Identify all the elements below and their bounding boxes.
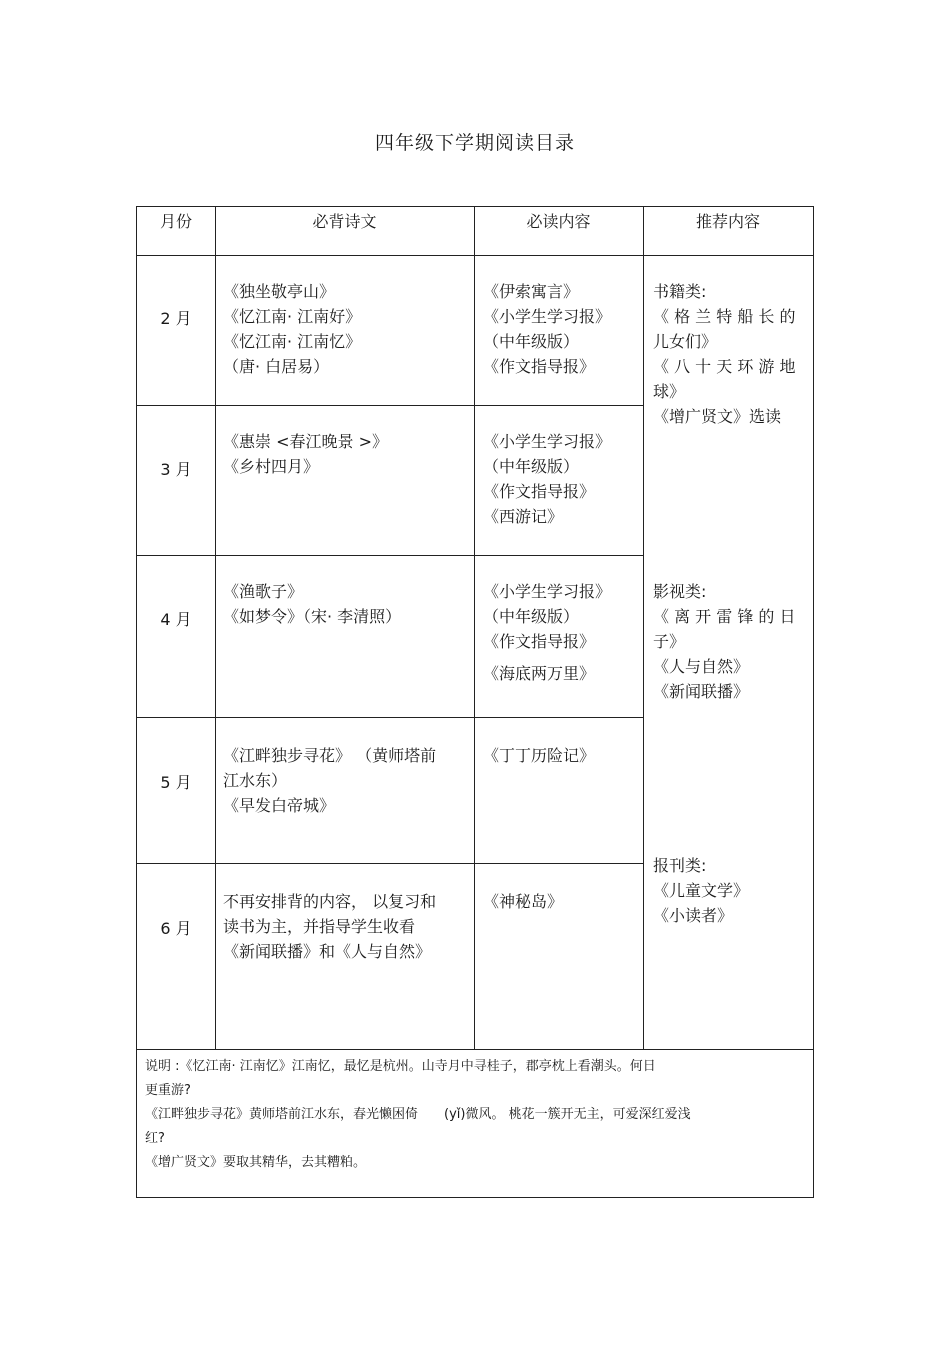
required-line: （中年级版）	[483, 332, 580, 351]
poem-line: 读书为主，并指导学生收看	[223, 917, 416, 936]
required-line: 《小学生学习报》	[483, 432, 612, 451]
row-divider	[137, 717, 643, 718]
reading-table	[136, 206, 814, 1198]
row-divider	[137, 255, 813, 256]
book-item: 儿女们》	[653, 332, 718, 351]
required-cell	[483, 743, 595, 768]
month-cell: 6 月	[160, 919, 192, 938]
required-line: 《伊索寓言》	[483, 282, 580, 301]
recommended-media	[653, 579, 809, 704]
required-line: 《作文指导报》	[483, 632, 596, 651]
row-divider	[137, 1049, 813, 1050]
media-item: 《人与自然》	[653, 657, 750, 676]
note-line: 说明 :《忆江南· 江南忆》江南忆，最忆是杭州。山寺月中寻桂子，郡亭枕上看潮头。何日	[145, 1059, 656, 1074]
col-divider	[215, 207, 216, 1049]
required-cell	[483, 429, 611, 529]
header-poems: 必背诗文	[312, 212, 377, 231]
required-line: （中年级版）	[483, 607, 580, 626]
book-item: 《 八 十 天 环 游 地	[653, 357, 796, 376]
required-line: 《西游记》	[483, 507, 564, 526]
note-line: 更重游?	[145, 1083, 191, 1098]
poem-line: 不再安排背的内容， 以复习和	[223, 892, 437, 911]
required-cell	[483, 579, 611, 686]
poem-line: 《乡村四月》	[223, 457, 320, 476]
notes-section	[145, 1055, 800, 1175]
row-divider	[137, 863, 643, 864]
page-title: 四年级下学期阅读目录	[374, 132, 575, 154]
required-line: 《小学生学习报》	[483, 582, 612, 601]
required-line: 《海底两万里》	[483, 664, 596, 683]
row-divider	[137, 555, 643, 556]
press-item: 《儿童文学》	[653, 881, 750, 900]
poem-line: 《忆江南· 江南好》	[223, 307, 362, 326]
media-heading: 影视类:	[653, 582, 707, 601]
poem-line: 《早发白帝城》	[223, 796, 336, 815]
note-line: 《增广贤文》要取其精华，去其糟粕。	[145, 1155, 367, 1170]
col-divider	[474, 207, 475, 1049]
media-item: 子》	[653, 632, 686, 651]
press-heading: 报刊类:	[653, 856, 707, 875]
poem-line: 江水东）	[223, 771, 288, 790]
media-item: 《 离 开 雷 锋 的 日	[653, 607, 796, 626]
poem-line: 《独坐敬亭山》	[223, 282, 336, 301]
poem-line: 《渔歌子》	[223, 582, 304, 601]
required-line: 《小学生学习报》	[483, 307, 612, 326]
header-required: 必读内容	[526, 212, 591, 231]
poem-line: 《如梦令》（宋· 李清照）	[223, 607, 402, 626]
required-line: 《作文指导报》	[483, 482, 596, 501]
required-line: 《作文指导报》	[483, 357, 596, 376]
poems-cell	[223, 743, 436, 818]
poem-line: 《惠崇 <春江晚景 >》	[223, 432, 388, 451]
header-month: 月份	[159, 212, 192, 231]
note-line: 红?	[145, 1131, 165, 1146]
poem-line: （唐· 白居易）	[223, 357, 330, 376]
required-line: （中年级版）	[483, 457, 580, 476]
month-cell: 5 月	[160, 773, 192, 792]
required-cell	[483, 889, 563, 914]
recommended-books	[653, 279, 809, 429]
press-item: 《小读者》	[653, 906, 734, 925]
poems-cell	[223, 279, 361, 379]
book-item: 球》	[653, 382, 686, 401]
header-recommended: 推荐内容	[695, 212, 760, 231]
poem-line: 《新闻联播》和《人与自然》	[223, 942, 432, 961]
month-cell: 2 月	[160, 309, 192, 328]
col-divider	[643, 207, 644, 1049]
row-divider	[137, 405, 643, 406]
required-line: 《神秘岛》	[483, 892, 564, 911]
month-cell: 4 月	[160, 610, 192, 629]
note-line: 《江畔独步寻花》黄师塔前江水东，春光懒困倚 (yǐ)微风。 桃花一簇开无主，可爱深红爱浅	[145, 1107, 691, 1122]
required-line: 《丁丁历险记》	[483, 746, 596, 765]
books-heading: 书籍类:	[653, 282, 707, 301]
recommended-press	[653, 853, 809, 928]
media-item: 《新闻联播》	[653, 682, 750, 701]
book-item: 《 格 兰 特 船 长 的	[653, 307, 796, 326]
poem-line: 《江畔独步寻花》 （黄师塔前	[223, 746, 437, 765]
poems-cell	[223, 889, 436, 964]
poems-cell	[223, 429, 388, 479]
required-cell	[483, 279, 611, 379]
poem-line: 《忆江南· 江南忆》	[223, 332, 362, 351]
poems-cell	[223, 579, 401, 629]
book-item: 《增广贤文》选读	[653, 407, 782, 426]
month-cell: 3 月	[160, 460, 192, 479]
